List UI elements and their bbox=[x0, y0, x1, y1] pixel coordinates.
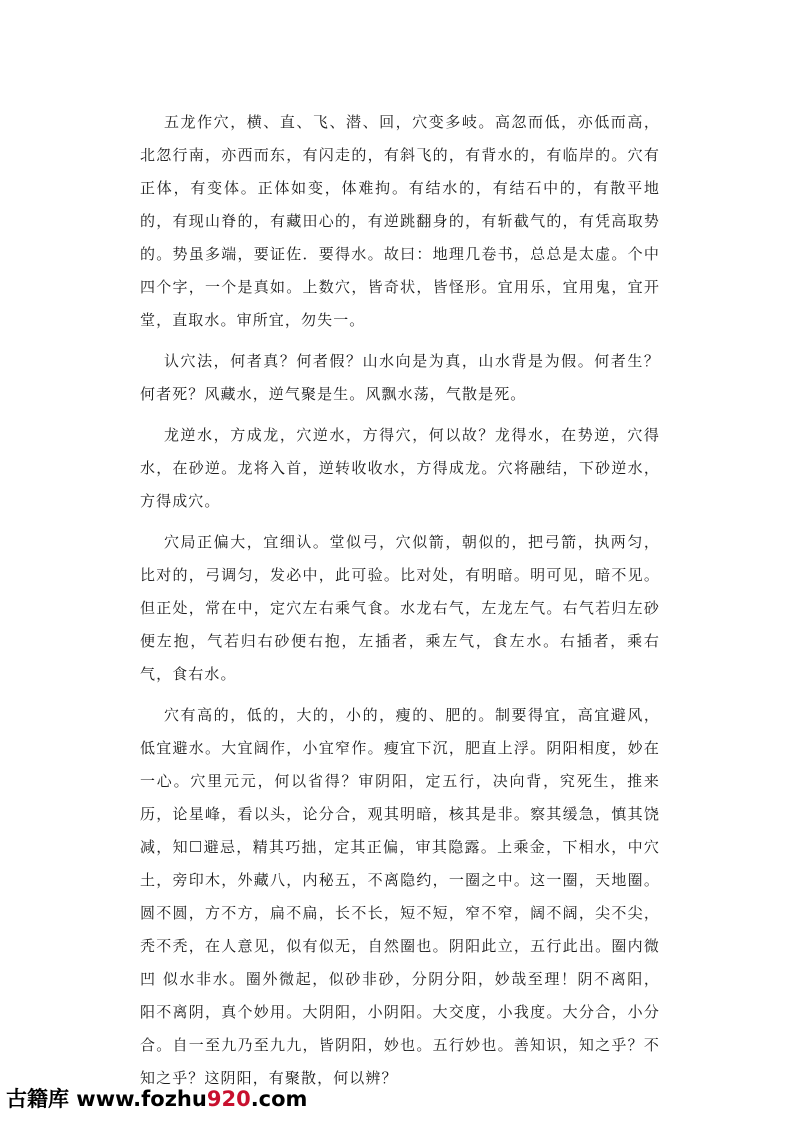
paragraph-cave-types: 穴有高的，低的，大的，小的，瘦的、肥的。制要得宜，高宜避风，低宜避水。大宜阔作，小宜窄作。瘦宜下沉，肥直上浮。阴阳相度，妙在一心。穴里元元，何以省得？审阴阳，定五行，决向背，究死生，推来历，论星峰，看以头，论分合，观其明暗，核其是非。察其缓急，慎其饶减，知☐避忌，精其巧拙，定其正偏，审其隐露。上乘金，下相水，中穴土，旁印木，外藏八，内秘五，不离隐约，一圈之中。这一圈，天地圈。圆不圆，方不方，扁不扁，长不长，短不短，窄不窄，阔不阔，尖不尖，秃不秃，在人意见，似有似无，自然圈也。阴阳此立，五行此出。圈内微凹 似水非水。圈外微起，似砂非砂，分阴分阳，妙哉至理！阴不离阳，阳不离阴，真个妙用。大阴阳，小阴阳。大交度，小我度。大分合，小分合。自一至九乃至九九，皆阴阳，妙也。五行妙也。善知识，知之乎？不知之乎？这阴阳，有聚散，何以辨？ bbox=[140, 706, 660, 1087]
watermark-url-number: 920 bbox=[206, 1087, 251, 1111]
paragraph-five-dragons: 五龙作穴，横、直、飞、潜、回，穴变多岐。高忽而低，亦低而高，北忽行南，亦西而东，有闪走的，有斜飞的，有背水的，有临岸的。穴有正体，有变体。正体如变，体难拘。有结水的，有结石中的，有散平地的，有现山脊的，有藏田心的，有逆跳翻身的，有斩截气的，有凭高取势的。势虽多端，要证佐．要得水。故曰：地理几卷书，总总是太虚。个中四个字，一个是真如。上数穴，皆奇状，皆怪形。宜用乐，宜用鬼，宜开堂，直取水。审所宜，勿失一。 bbox=[140, 113, 660, 329]
watermark-url-suffix: .com bbox=[250, 1087, 308, 1111]
paragraph-dragon-against-water: 龙逆水，方成龙，穴逆水，方得穴，何以故？龙得水，在势逆，穴得水，在砂逆。龙将入首，逆转收收水，方得成龙。穴将融结，下砂逆水，方得成穴。 bbox=[140, 426, 660, 510]
paragraph-cave-layout: 穴局正偏大，宜细认。堂似弓，穴似箭，朝似的，把弓箭，执两匀，比对的，弓调匀，发必中，此可验。比对处，有明暗。明可见，暗不见。但正处，常在中，定穴左右乘气食。水龙右气，左龙左气。右气若归左砂便左抱，气若归右砂便右抱，左插者，乘左气，食左水。右插者，乘右气，食右水。 bbox=[140, 533, 660, 683]
watermark-brand: 古籍库 bbox=[6, 1087, 69, 1111]
paragraph-recognize-cave: 认穴法，何者真？何者假？山水向是为真，山水背是为假。何者生？何者死？风藏水，逆气聚是生。风飘水荡，气散是死。 bbox=[140, 352, 660, 403]
document-body bbox=[140, 106, 660, 1103]
watermark-url-prefix: www.fozhu bbox=[69, 1087, 207, 1111]
site-watermark bbox=[6, 1083, 307, 1113]
